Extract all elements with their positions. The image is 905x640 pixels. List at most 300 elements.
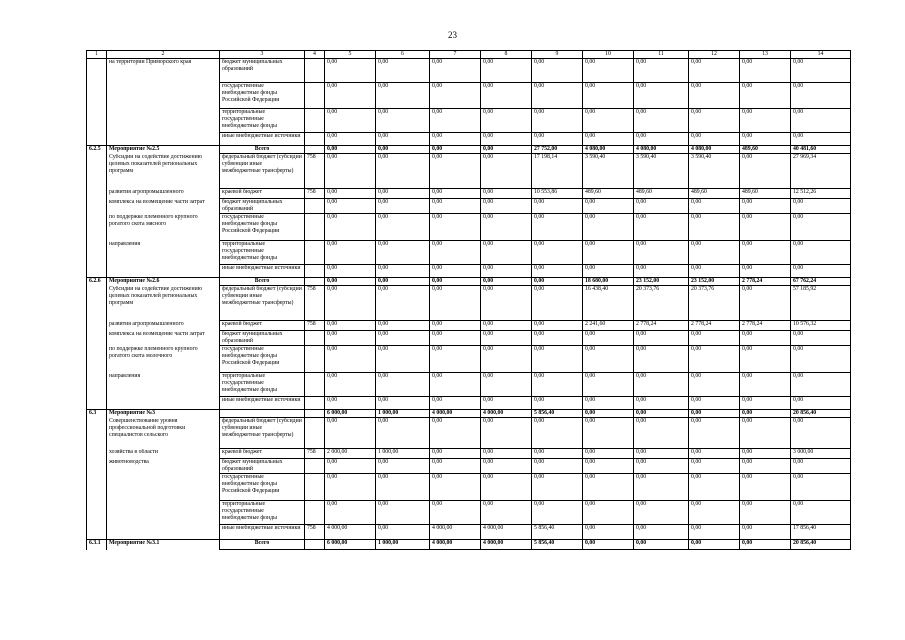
funding-source [220, 410, 305, 418]
grbs-code [305, 83, 325, 109]
amount-cell: 0,00 [634, 133, 689, 146]
amount-cell: 0,00 [583, 214, 634, 241]
column-header: 9 [532, 51, 583, 59]
funding-source: бюджет муниципальных образований [220, 199, 305, 214]
amount-cell: 6 000,00 [325, 540, 376, 550]
amount-cell: 0,00 [740, 540, 791, 550]
amount-cell: 0,00 [325, 83, 376, 109]
row-code [87, 331, 107, 346]
column-header: 7 [430, 51, 481, 59]
row-description: животноводства [107, 459, 220, 474]
amount-cell: 0,00 [634, 59, 689, 83]
row-description: Совершенствование уровня профессиональной подготовки специалистов сельского [107, 418, 220, 449]
amount-cell: 0,00 [532, 278, 583, 286]
amount-cell: 0,00 [740, 331, 791, 346]
table-row-total [87, 540, 851, 550]
row-code [87, 418, 107, 449]
amount-cell: 0,00 [689, 133, 740, 146]
row-code: 6.3.1 [87, 540, 107, 550]
funding-source: государственные внебюджетные фонды Российской Федерации [220, 346, 305, 373]
row-description: комплекса на возмещение части затрат [107, 199, 220, 214]
amount-cell: 0,00 [430, 241, 481, 265]
amount-cell: 0,00 [325, 397, 376, 410]
amount-cell: 0,00 [325, 278, 376, 286]
amount-cell: 0,00 [532, 346, 583, 373]
amount-cell: 0,00 [740, 154, 791, 189]
amount-cell: 4 000,00 [325, 525, 376, 540]
amount-cell: 0,00 [634, 474, 689, 501]
amount-cell: 0,00 [325, 474, 376, 501]
grbs-code: 758 [305, 189, 325, 199]
amount-cell: 0,00 [430, 501, 481, 525]
funding-source: федеральный бюджет (субсидии субвенции иные межбюджетные трансферты) [220, 286, 305, 321]
amount-cell: 2 778,24 [740, 321, 791, 331]
grbs-code: 758 [305, 525, 325, 540]
grbs-code: 758 [305, 154, 325, 189]
grbs-code [305, 265, 325, 278]
amount-cell: 0,00 [325, 109, 376, 133]
row-description: хозяйства в области [107, 449, 220, 459]
amount-cell: 2 000,00 [325, 449, 376, 459]
amount-cell: 4 000,00 [430, 525, 481, 540]
amount-cell: 3 000,00 [791, 449, 851, 459]
row-code [87, 525, 107, 540]
amount-cell: 0,00 [740, 373, 791, 397]
row-description: Субсидии на содействие достижению целевых показателей региональных программ [107, 286, 220, 321]
amount-cell: 0,00 [740, 525, 791, 540]
row-code: 6.3 [87, 410, 107, 418]
amount-cell: 16 438,40 [583, 286, 634, 321]
amount-cell: 4 000,00 [430, 540, 481, 550]
table-row-total [87, 278, 851, 286]
amount-cell: 0,00 [634, 410, 689, 418]
column-header: 4 [305, 51, 325, 59]
amount-cell: 0,00 [634, 418, 689, 449]
amount-cell: 0,00 [740, 109, 791, 133]
amount-cell: 2 241,60 [583, 321, 634, 331]
row-code [87, 321, 107, 331]
row-description: комплекса на возмещение части затрат [107, 331, 220, 346]
amount-cell: 0,00 [481, 373, 532, 397]
row-description: Субсидии на содействие достижению целевых показателей региональных программ [107, 154, 220, 189]
amount-cell: 0,00 [430, 146, 481, 154]
amount-cell: 0,00 [325, 373, 376, 397]
amount-cell: 0,00 [430, 449, 481, 459]
amount-cell: 0,00 [583, 241, 634, 265]
amount-cell: 0,00 [740, 199, 791, 214]
amount-cell: 0,00 [532, 83, 583, 109]
grbs-code [305, 459, 325, 474]
amount-cell: 0,00 [791, 346, 851, 373]
amount-cell: 0,00 [740, 410, 791, 418]
amount-cell: 4 000,00 [481, 410, 532, 418]
amount-cell: 0,00 [430, 346, 481, 373]
amount-cell: 0,00 [791, 133, 851, 146]
amount-cell: 0,00 [430, 373, 481, 397]
amount-cell: 57 185,92 [791, 286, 851, 321]
amount-cell: 1 000,00 [376, 540, 430, 550]
amount-cell: 0,00 [376, 199, 430, 214]
amount-cell: 0,00 [481, 474, 532, 501]
amount-cell: 0,00 [689, 418, 740, 449]
amount-cell: 0,00 [325, 241, 376, 265]
amount-cell: 0,00 [583, 449, 634, 459]
table-row [87, 331, 851, 346]
amount-cell: 1 000,00 [376, 410, 430, 418]
table-row-total [87, 146, 851, 154]
amount-cell: 0,00 [740, 397, 791, 410]
amount-cell: 0,00 [430, 459, 481, 474]
amount-cell: 0,00 [481, 241, 532, 265]
amount-cell: 20 373,76 [634, 286, 689, 321]
grbs-code: 758 [305, 321, 325, 331]
amount-cell: 0,00 [430, 83, 481, 109]
amount-cell: 0,00 [583, 109, 634, 133]
amount-cell: 0,00 [689, 449, 740, 459]
amount-cell: 12 512,26 [791, 189, 851, 199]
amount-cell: 3 590,40 [634, 154, 689, 189]
amount-cell: 40 481,60 [791, 146, 851, 154]
funding-source: федеральный бюджет (субсидии субвенции иные межбюджетные трансферты) [220, 154, 305, 189]
row-code [87, 199, 107, 214]
amount-cell: 0,00 [634, 83, 689, 109]
amount-cell: 0,00 [634, 241, 689, 265]
amount-cell: 0,00 [325, 199, 376, 214]
grbs-code [305, 474, 325, 501]
amount-cell: 489,60 [740, 189, 791, 199]
row-code [87, 501, 107, 525]
table-row [87, 321, 851, 331]
table-row [87, 133, 851, 146]
amount-cell: 0,00 [481, 154, 532, 189]
amount-cell: 0,00 [325, 146, 376, 154]
amount-cell: 0,00 [740, 214, 791, 241]
amount-cell: 0,00 [791, 397, 851, 410]
amount-cell: 0,00 [430, 189, 481, 199]
amount-cell: 0,00 [791, 373, 851, 397]
amount-cell: 0,00 [430, 199, 481, 214]
amount-cell: 0,00 [325, 133, 376, 146]
row-code [87, 286, 107, 321]
column-header: 13 [740, 51, 791, 59]
amount-cell: 0,00 [583, 501, 634, 525]
amount-cell: 0,00 [740, 346, 791, 373]
funding-source: территориальные государственные внебюджетные фонды [220, 109, 305, 133]
header-row [87, 51, 851, 59]
amount-cell: 0,00 [740, 449, 791, 459]
amount-cell: 0,00 [583, 59, 634, 83]
amount-cell: 0,00 [791, 459, 851, 474]
table-row [87, 346, 851, 373]
amount-cell: 0,00 [376, 109, 430, 133]
amount-cell: 0,00 [430, 418, 481, 449]
amount-cell: 0,00 [583, 397, 634, 410]
amount-cell: 4 000,00 [481, 525, 532, 540]
grbs-code [305, 133, 325, 146]
funding-source: Всего [220, 278, 305, 286]
grbs-code [305, 109, 325, 133]
amount-cell: 0,00 [481, 265, 532, 278]
amount-cell: 0,00 [376, 146, 430, 154]
amount-cell: 0,00 [532, 459, 583, 474]
amount-cell: 0,00 [740, 474, 791, 501]
row-description [107, 109, 220, 133]
amount-cell: 0,00 [430, 59, 481, 83]
amount-cell: 0,00 [583, 459, 634, 474]
amount-cell: 0,00 [583, 199, 634, 214]
amount-cell: 0,00 [634, 199, 689, 214]
amount-cell: 0,00 [430, 278, 481, 286]
grbs-code: 758 [305, 286, 325, 321]
row-description [107, 501, 220, 525]
amount-cell: 0,00 [481, 449, 532, 459]
grbs-code [305, 214, 325, 241]
amount-cell: 0,00 [532, 321, 583, 331]
amount-cell: 0,00 [689, 83, 740, 109]
funding-source: краевой бюджет [220, 189, 305, 199]
amount-cell: 5 856,40 [532, 540, 583, 550]
amount-cell: 0,00 [376, 373, 430, 397]
amount-cell: 0,00 [740, 459, 791, 474]
amount-cell: 0,00 [689, 459, 740, 474]
amount-cell: 0,00 [325, 189, 376, 199]
grbs-code [305, 331, 325, 346]
amount-cell: 0,00 [791, 214, 851, 241]
amount-cell: 0,00 [376, 278, 430, 286]
amount-cell: 0,00 [376, 154, 430, 189]
amount-cell: 0,00 [376, 346, 430, 373]
amount-cell: 0,00 [583, 346, 634, 373]
amount-cell: 5 856,40 [532, 410, 583, 418]
amount-cell: 6 000,00 [325, 410, 376, 418]
amount-cell: 0,00 [740, 59, 791, 83]
amount-cell: 0,00 [532, 59, 583, 83]
table-row [87, 154, 851, 189]
amount-cell: 0,00 [583, 373, 634, 397]
table-row [87, 286, 851, 321]
amount-cell: 0,00 [634, 525, 689, 540]
amount-cell: 0,00 [791, 109, 851, 133]
amount-cell: 0,00 [689, 199, 740, 214]
amount-cell: 3 590,40 [689, 154, 740, 189]
row-description: по поддержке племенного крупного рогатого скота мясного [107, 214, 220, 241]
amount-cell: 0,00 [740, 265, 791, 278]
grbs-code [305, 418, 325, 449]
funding-source: иные внебюджетные источники [220, 397, 305, 410]
amount-cell: 3 590,40 [583, 154, 634, 189]
table-row [87, 59, 851, 83]
row-description: направления [107, 373, 220, 397]
funding-source: территориальные государственные внебюджетные фонды [220, 241, 305, 265]
amount-cell: 0,00 [430, 286, 481, 321]
column-header: 1 [87, 51, 107, 59]
column-header: 8 [481, 51, 532, 59]
amount-cell: 0,00 [689, 525, 740, 540]
amount-cell: 0,00 [532, 286, 583, 321]
grbs-code [305, 373, 325, 397]
amount-cell: 0,00 [481, 278, 532, 286]
amount-cell: 0,00 [583, 83, 634, 109]
row-description: развития агропромышленного [107, 189, 220, 199]
amount-cell: 0,00 [583, 410, 634, 418]
amount-cell: 0,00 [583, 265, 634, 278]
column-header: 11 [634, 51, 689, 59]
amount-cell: 0,00 [689, 540, 740, 550]
table-row [87, 199, 851, 214]
table-row [87, 474, 851, 501]
amount-cell: 0,00 [430, 109, 481, 133]
amount-cell: 0,00 [689, 474, 740, 501]
amount-cell: 0,00 [376, 286, 430, 321]
grbs-code [305, 410, 325, 418]
amount-cell: 67 762,24 [791, 278, 851, 286]
row-code [87, 59, 107, 83]
grbs-code [305, 346, 325, 373]
amount-cell: 0,00 [634, 540, 689, 550]
amount-cell: 0,00 [689, 214, 740, 241]
amount-cell: 0,00 [325, 214, 376, 241]
amount-cell: 0,00 [740, 286, 791, 321]
amount-cell: 0,00 [481, 214, 532, 241]
column-header: 5 [325, 51, 376, 59]
amount-cell: 0,00 [481, 59, 532, 83]
row-code [87, 109, 107, 133]
funding-source: Всего [220, 540, 305, 550]
amount-cell: 17 198,14 [532, 154, 583, 189]
amount-cell: 1 000,00 [376, 449, 430, 459]
row-code [87, 154, 107, 189]
row-description: Мероприятие №3 [107, 410, 220, 418]
row-code [87, 241, 107, 265]
amount-cell: 0,00 [532, 397, 583, 410]
amount-cell: 0,00 [481, 331, 532, 346]
amount-cell: 4 080,00 [583, 146, 634, 154]
amount-cell: 0,00 [532, 241, 583, 265]
amount-cell: 0,00 [532, 449, 583, 459]
amount-cell: 0,00 [791, 241, 851, 265]
row-description: Мероприятие №2.5 [107, 146, 220, 154]
amount-cell: 0,00 [689, 241, 740, 265]
amount-cell: 0,00 [634, 501, 689, 525]
table-row [87, 83, 851, 109]
amount-cell: 0,00 [430, 397, 481, 410]
page-number: 23 [448, 30, 457, 40]
amount-cell: 0,00 [791, 501, 851, 525]
funding-source: государственные внебюджетные фонды Российской Федерации [220, 83, 305, 109]
row-code: 6.2.6 [87, 278, 107, 286]
amount-cell: 0,00 [532, 133, 583, 146]
row-description [107, 474, 220, 501]
row-code [87, 133, 107, 146]
amount-cell: 0,00 [325, 501, 376, 525]
amount-cell: 0,00 [376, 189, 430, 199]
amount-cell: 0,00 [325, 459, 376, 474]
amount-cell: 2 778,24 [689, 321, 740, 331]
amount-cell: 10 553,86 [532, 189, 583, 199]
amount-cell: 0,00 [583, 331, 634, 346]
row-code [87, 449, 107, 459]
amount-cell: 0,00 [740, 418, 791, 449]
table-row [87, 397, 851, 410]
amount-cell: 0,00 [689, 410, 740, 418]
amount-cell: 0,00 [325, 331, 376, 346]
funding-source: краевой бюджет [220, 449, 305, 459]
amount-cell: 0,00 [634, 346, 689, 373]
table-body [87, 59, 851, 550]
amount-cell: 0,00 [791, 59, 851, 83]
table-row [87, 109, 851, 133]
amount-cell: 5 856,40 [532, 525, 583, 540]
row-description: на территории Приморского края [107, 59, 220, 83]
amount-cell: 0,00 [583, 133, 634, 146]
funding-source: иные внебюджетные источники [220, 265, 305, 278]
amount-cell: 0,00 [532, 474, 583, 501]
column-header: 3 [220, 51, 305, 59]
row-code [87, 346, 107, 373]
amount-cell: 0,00 [376, 397, 430, 410]
amount-cell: 0,00 [376, 59, 430, 83]
funding-source: федеральный бюджет (субсидии субвенции иные межбюджетные трансферты) [220, 418, 305, 449]
amount-cell: 4 000,00 [481, 540, 532, 550]
amount-cell: 0,00 [532, 109, 583, 133]
amount-cell: 0,00 [634, 373, 689, 397]
amount-cell: 0,00 [481, 286, 532, 321]
amount-cell: 0,00 [740, 501, 791, 525]
amount-cell: 0,00 [689, 331, 740, 346]
amount-cell: 4 000,00 [430, 410, 481, 418]
amount-cell: 0,00 [583, 418, 634, 449]
amount-cell: 23 152,00 [689, 278, 740, 286]
amount-cell: 0,00 [689, 265, 740, 278]
amount-cell: 0,00 [634, 214, 689, 241]
amount-cell: 0,00 [376, 331, 430, 346]
amount-cell: 0,00 [532, 373, 583, 397]
row-description: направления [107, 241, 220, 265]
row-description [107, 397, 220, 410]
amount-cell: 0,00 [325, 321, 376, 331]
amount-cell: 0,00 [532, 265, 583, 278]
amount-cell: 0,00 [430, 214, 481, 241]
table-row [87, 189, 851, 199]
row-code [87, 397, 107, 410]
amount-cell: 0,00 [430, 154, 481, 189]
grbs-code [305, 146, 325, 154]
amount-cell: 0,00 [583, 525, 634, 540]
amount-cell: 0,00 [634, 397, 689, 410]
grbs-code [305, 397, 325, 410]
amount-cell: 0,00 [791, 83, 851, 109]
amount-cell: 17 856,40 [791, 525, 851, 540]
amount-cell: 0,00 [532, 199, 583, 214]
table-row [87, 373, 851, 397]
amount-cell: 489,60 [689, 189, 740, 199]
grbs-code [305, 540, 325, 550]
amount-cell: 0,00 [689, 109, 740, 133]
funding-source: бюджет муниципальных образований [220, 59, 305, 83]
amount-cell: 0,00 [791, 418, 851, 449]
grbs-code [305, 241, 325, 265]
row-description: развития агропромышленного [107, 321, 220, 331]
amount-cell: 0,00 [376, 459, 430, 474]
amount-cell: 4 080,00 [689, 146, 740, 154]
row-description [107, 265, 220, 278]
funding-source: государственные внебюджетные фонды Российской Федерации [220, 474, 305, 501]
row-description: по поддержке племенного крупного рогатого скота молочного [107, 346, 220, 373]
amount-cell: 0,00 [430, 474, 481, 501]
funding-source: Всего [220, 146, 305, 154]
amount-cell: 0,00 [634, 331, 689, 346]
funding-source: бюджет муниципальных образований [220, 459, 305, 474]
